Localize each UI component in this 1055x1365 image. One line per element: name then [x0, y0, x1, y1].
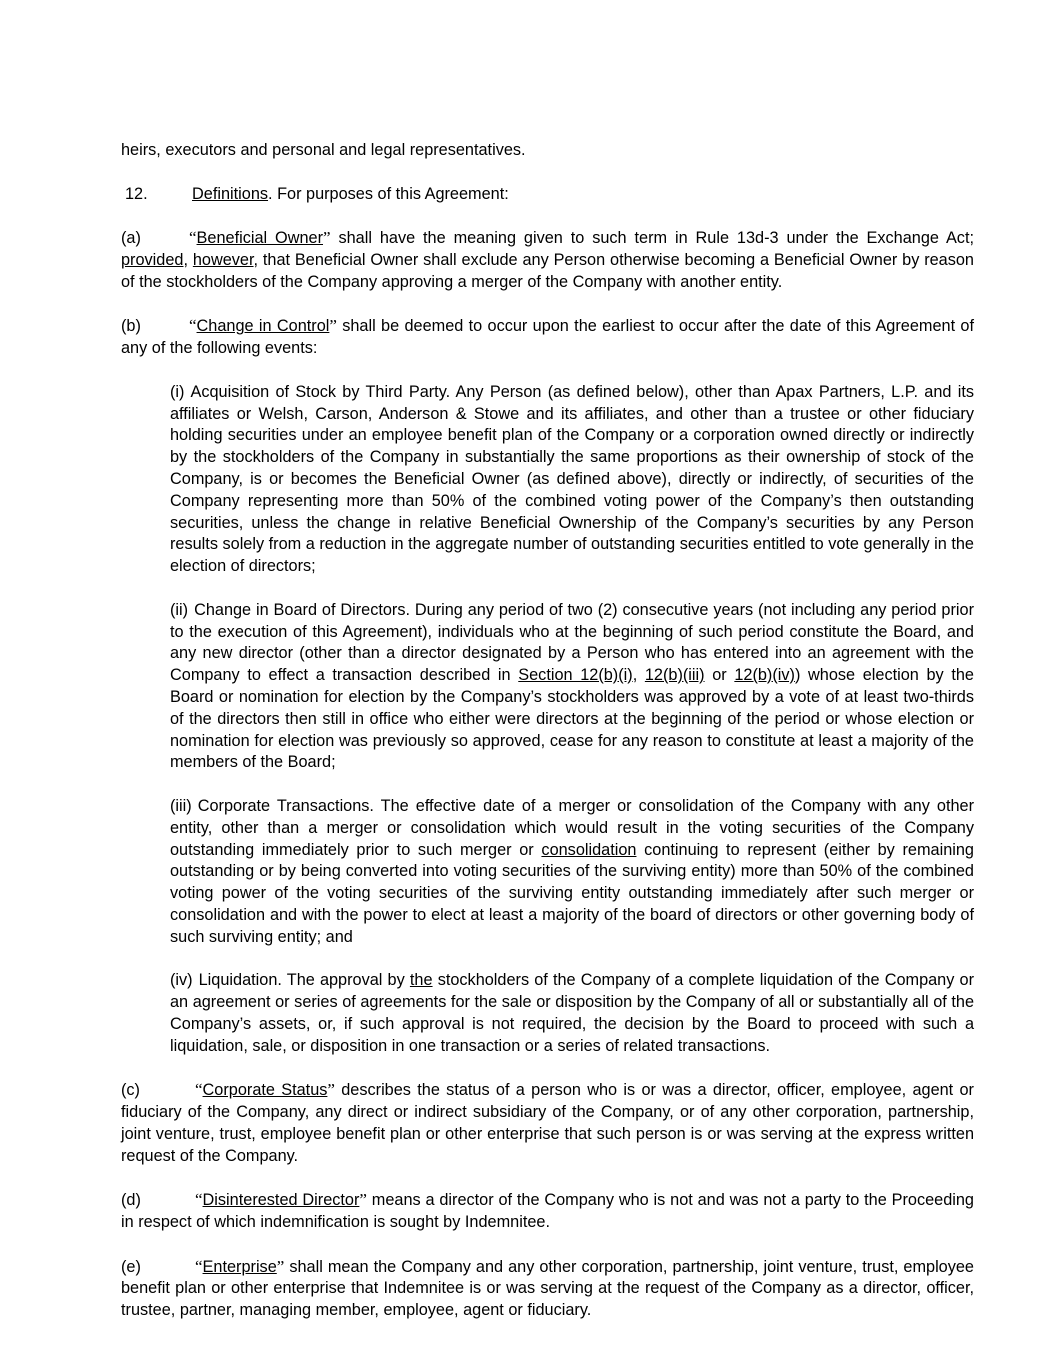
subclause-b-iii: (iii) Corporate Transactions. The effective date of a merger or consolidation of the Company with any other entity, other than a merger or consolidation which would result in the voting securities of the Company outstanding immediately prior to such merger or consolidation continuing to represent (either by remaining outstanding or by being converted into voting securities of the surviving entity) more than 50% of the combined voting power of the voting securities of the surviving entity outstanding immediately after such merger or consolidation and with the power to elect at least a majority of the board of directors or other governing body of such surviving entity; and	[170, 796, 974, 946]
definition-a: (a) “Beneficial Owner” shall have the meaning given to such term in Rule 13d-3 under the Exchange Act; provided, however, that Beneficial Owner shall exclude any Person otherwise becoming a Beneficial Owner by reason of the stockholders of the Company approving a merger of the Company with another entity.	[121, 228, 974, 291]
defined-term: Corporate Status	[202, 1081, 328, 1100]
section-reference: 12(b)(iii)	[644, 666, 705, 685]
section-reference: 12(b)(iv)	[734, 666, 795, 685]
subclause-b-ii: (ii) Change in Board of Directors. During any period of two (2) consecutive years (not including any period prior to the execution of this Agreement), individuals who at the beginning of such period constitute the Board, and any new director (other than a director designated by a Person who has entered into an agreement with the Company to effect a transaction described in Section 12(b)(i), 12(b)(iii) or 12(b)(iv)) whose election by the Board or nomination for election by the Company’s stockholders was approved by a vote of at least two-thirds of the directors then still in office who either were directors at the beginning of the period or whose election or nomination for election was previously so approved, cease for any reason to constitute at least a majority of the members of the Board;	[170, 600, 974, 772]
emphasis-provided: provided	[121, 250, 184, 269]
definition-label: (d)	[121, 1191, 141, 1210]
underlined-word: the	[409, 971, 433, 990]
subclause-label: (i)	[170, 382, 185, 401]
document-body	[121, 140, 974, 1344]
subclause-b-iv: (iv) Liquidation. The approval by the stockholders of the Company of a complete liquidation of the Company or an agreement or series of agreements for the sale or disposition by the Company of all or substantially all of the Company’s assets, or, if such approval is not required, the decision by the Board to proceed with such a liquidation, sale, or disposition in one transaction or a series of related transactions.	[170, 971, 974, 1055]
section-number: 12.	[125, 184, 148, 203]
underlined-word: consolidation	[541, 840, 637, 859]
section-heading	[121, 184, 974, 206]
definition-label: (b)	[121, 317, 141, 336]
continuation-line: heirs, executors and personal and legal representatives.	[121, 141, 526, 159]
definition-c: (c) “Corporate Status” describes the status of a person who is or was a director, officer, employee, agent or fiduciary of the Company, any direct or indirect subsidiary of the Company, or of any other corporation, partnership, joint venture, trust, employee benefit plan or other enterprise that such person is or was serving at the express written request of the Company.	[121, 1080, 974, 1165]
section-intro: . For purposes of this Agreement:	[268, 184, 509, 203]
subclause-label: (ii)	[170, 600, 189, 619]
defined-term: Enterprise	[202, 1257, 277, 1276]
definition-label: (c)	[121, 1081, 140, 1100]
defined-term: Change in Control	[196, 317, 330, 336]
section-title: Definitions	[192, 184, 269, 203]
definition-label: (a)	[121, 229, 141, 248]
emphasis-however: however	[192, 250, 254, 269]
defined-term: Disinterested Director	[202, 1191, 360, 1210]
defined-term: Beneficial Owner	[196, 229, 323, 248]
section-reference: Section 12(b)(i)	[518, 666, 633, 685]
definition-label: (e)	[121, 1257, 141, 1276]
definition-e: (e) “Enterprise” shall mean the Company and any other corporation, partnership, joint venture, trust, employee benefit plan or other enterprise that Indemnitee is or was serving at the request of the Company as a director, officer, trustee, partner, managing member, employee, agent or fiduciary.	[121, 1256, 974, 1320]
subclause-label: (iv)	[170, 971, 193, 990]
subclause-b-i: (i) Acquisition of Stock by Third Party. Any Person (as defined below), other than Apax Partners, L.P. and its affiliates or Welsh, Carson, Anderson & Stowe and its affiliates, and other than a trustee or other fiduciary holding securities under an employee benefit plan of the Company or a corporation owned directly or indirectly by the stockholders of the Company in substantially the same proportions as their ownership of stock of the Company, is or becomes the Beneficial Owner (as defined above), directly or indirectly, of securities of the Company representing more than 50% of the combined voting power of the Company’s then outstanding securities, unless the change in relative Beneficial Ownership of the Company’s securities by any Person results solely from a reduction in the aggregate number of outstanding securities entitled to vote generally in the election of directors;	[170, 382, 974, 576]
definition-b: (b) “Change in Control” shall be deemed to occur upon the earliest to occur after the date of this Agreement of any of the following events:	[121, 316, 974, 358]
definition-d: (d) “Disinterested Director” means a director of the Company who is not and was not a party to the Proceeding in respect of which indemnification is sought by Indemnitee.	[121, 1190, 974, 1232]
subclause-label: (iii)	[170, 796, 192, 815]
